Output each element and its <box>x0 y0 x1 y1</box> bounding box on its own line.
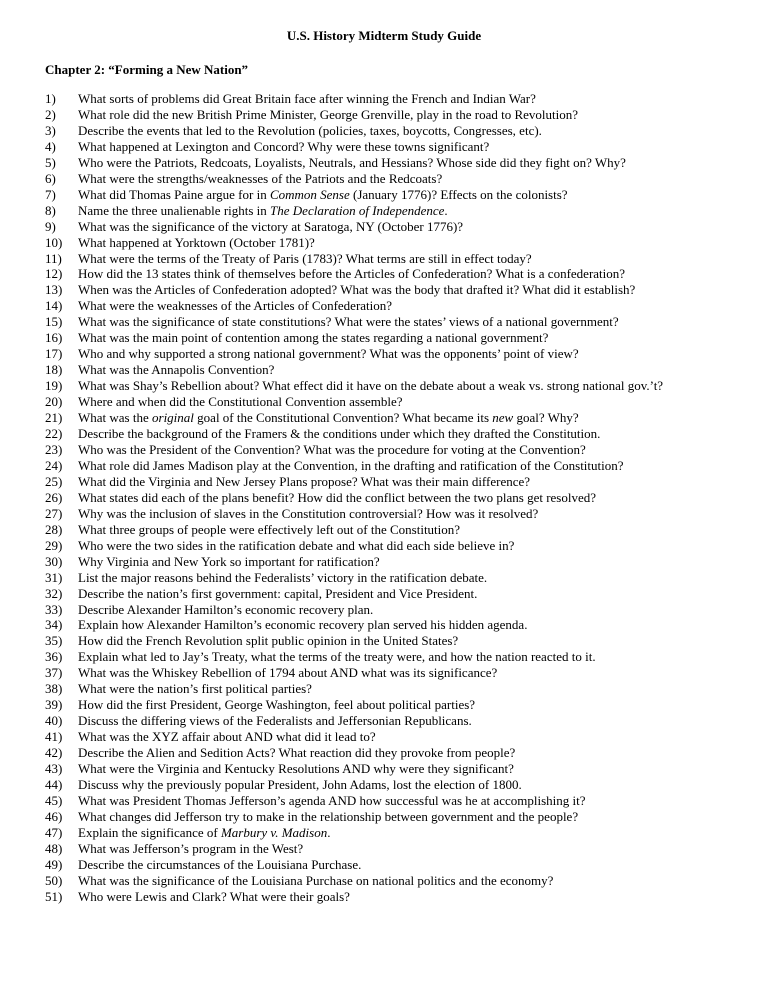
question-text: What was Jefferson’s program in the West? <box>78 840 304 856</box>
question-number: 4) <box>45 138 56 154</box>
question-item <box>45 394 768 410</box>
question-item <box>45 649 768 665</box>
question-item <box>45 745 768 761</box>
question-item <box>45 442 768 458</box>
question-text: Why Virginia and New York so important for ratification? <box>78 553 380 569</box>
question-text: What were the Virginia and Kentucky Resolutions AND why were they significant? <box>78 761 514 777</box>
question-number: 7) <box>45 186 56 202</box>
question-number: 9) <box>45 218 56 234</box>
question-text: What were the strengths/weaknesses of the Patriots and the Redcoats? <box>78 170 443 186</box>
question-item <box>45 697 768 713</box>
question-item <box>45 570 768 586</box>
question-item <box>45 713 768 729</box>
question-text: What happened at Lexington and Concord? Why were these towns significant? <box>78 138 490 154</box>
question-text: Name the three unalienable rights in The Declaration of Independence. <box>78 202 448 218</box>
question-item <box>45 506 768 522</box>
question-number: 23) <box>45 441 63 457</box>
question-item <box>45 235 768 251</box>
question-item <box>45 538 768 554</box>
question-text: What was Shay’s Rebellion about? What effect did it have on the debate about a weak vs. strong national gov.’t? <box>78 378 664 394</box>
question-number: 51) <box>45 888 63 904</box>
question-number: 33) <box>45 601 63 617</box>
question-item <box>45 522 768 538</box>
question-text: What did Thomas Paine argue for in Common Sense (January 1776)? Effects on the colonists? <box>78 186 568 202</box>
question-number: 30) <box>45 553 63 569</box>
question-item <box>45 729 768 745</box>
question-number: 46) <box>45 808 63 824</box>
question-item <box>45 841 768 857</box>
question-item <box>45 889 768 905</box>
question-number: 10) <box>45 234 63 250</box>
question-item <box>45 777 768 793</box>
question-item <box>45 426 768 442</box>
question-text: Why was the inclusion of slaves in the Constitution controversial? How was it resolved? <box>78 505 539 521</box>
question-number: 26) <box>45 489 63 505</box>
question-text: Who and why supported a strong national government? What was the opponents’ point of view? <box>78 346 579 362</box>
question-text: What were the weaknesses of the Articles of Confederation? <box>78 298 393 314</box>
question-item <box>45 298 768 314</box>
question-text: Explain what led to Jay’s Treaty, what the terms of the treaty were, and how the nation reacted to it. <box>78 649 596 665</box>
question-text: What was the main point of contention among the states regarding a national government? <box>78 330 549 346</box>
question-number: 39) <box>45 697 63 713</box>
question-text: Where and when did the Constitutional Convention assemble? <box>78 394 403 410</box>
question-text: Describe the circumstances of the Louisiana Purchase. <box>78 856 362 872</box>
question-item <box>45 490 768 506</box>
question-item <box>45 665 768 681</box>
question-item <box>45 107 768 123</box>
question-number: 6) <box>45 170 56 186</box>
question-number: 50) <box>45 872 63 888</box>
question-number: 16) <box>45 330 63 346</box>
question-number: 38) <box>45 681 63 697</box>
question-number: 49) <box>45 856 63 872</box>
question-text: What was the significance of the victory at Saratoga, NY (October 1776)? <box>78 218 464 234</box>
question-item <box>45 681 768 697</box>
question-text: What did the Virginia and New Jersey Plans propose? What was their main difference? <box>78 473 531 489</box>
question-text: How did the first President, George Washington, feel about political parties? <box>78 697 476 713</box>
question-item <box>45 155 768 171</box>
question-item <box>45 123 768 139</box>
question-item <box>45 171 768 187</box>
question-number: 13) <box>45 282 63 298</box>
question-item <box>45 602 768 618</box>
question-number: 20) <box>45 394 63 410</box>
question-number: 19) <box>45 378 63 394</box>
question-text: Discuss why the previously popular President, John Adams, lost the election of 1800. <box>78 776 522 792</box>
question-list <box>0 91 768 905</box>
question-text: What sorts of problems did Great Britain face after winning the French and Indian War? <box>78 91 536 106</box>
question-text: What changes did Jefferson try to make in the relationship between government and the people? <box>78 808 579 824</box>
question-number: 31) <box>45 569 63 585</box>
question-item <box>45 330 768 346</box>
question-number: 36) <box>45 649 63 665</box>
question-text: When was the Articles of Confederation adopted? What was the body that drafted it? What did it establish? <box>78 282 636 298</box>
question-item <box>45 633 768 649</box>
question-text: Who was the President of the Convention? What was the procedure for voting at the Convention? <box>78 441 586 457</box>
question-number: 3) <box>45 122 56 138</box>
chapter-heading: Chapter 2: “Forming a New Nation” <box>45 62 249 77</box>
question-text: What role did James Madison play at the Convention, in the drafting and ratification of the Constitution? <box>78 457 624 473</box>
question-number: 8) <box>45 202 56 218</box>
question-text: What was the significance of state constitutions? What were the states’ views of a national government? <box>78 314 619 330</box>
question-item <box>45 857 768 873</box>
question-item <box>45 809 768 825</box>
question-number: 34) <box>45 617 63 633</box>
question-number: 27) <box>45 505 63 521</box>
question-number: 25) <box>45 473 63 489</box>
question-text: How did the 13 states think of themselves before the Articles of Confederation? What is a confederation? <box>78 266 626 282</box>
question-text: Explain the significance of Marbury v. Madison. <box>78 824 331 840</box>
question-item <box>45 314 768 330</box>
question-number: 45) <box>45 792 63 808</box>
question-number: 48) <box>45 840 63 856</box>
question-number: 43) <box>45 761 63 777</box>
question-item <box>45 761 768 777</box>
question-number: 40) <box>45 713 63 729</box>
question-number: 47) <box>45 824 63 840</box>
question-text: What was the significance of the Louisiana Purchase on national politics and the economy? <box>78 872 554 888</box>
question-item <box>45 825 768 841</box>
question-item <box>45 362 768 378</box>
question-number: 11) <box>45 250 62 266</box>
question-number: 44) <box>45 776 63 792</box>
question-text: Describe the Alien and Sedition Acts? What reaction did they provoke from people? <box>78 745 516 761</box>
question-number: 21) <box>45 410 63 426</box>
question-number: 12) <box>45 266 63 282</box>
question-text: What was the original goal of the Constitutional Convention? What became its new goal? Why? <box>78 410 579 426</box>
question-item <box>45 266 768 282</box>
question-number: 2) <box>45 106 56 122</box>
question-number: 37) <box>45 665 63 681</box>
question-number: 18) <box>45 362 63 378</box>
question-item <box>45 410 768 426</box>
question-item <box>45 187 768 203</box>
question-item <box>45 251 768 267</box>
question-text: Explain how Alexander Hamilton’s economic recovery plan served his hidden agenda. <box>78 617 528 633</box>
question-text: Who were the Patriots, Redcoats, Loyalists, Neutrals, and Hessians? Whose side did they fight on? Why? <box>78 154 626 170</box>
question-item <box>45 378 768 394</box>
question-number: 15) <box>45 314 63 330</box>
question-item <box>45 91 768 107</box>
question-text: Describe the events that led to the Revolution (policies, taxes, boycotts, Congresses, etc). <box>78 122 542 138</box>
question-item <box>45 139 768 155</box>
question-number: 22) <box>45 426 63 442</box>
question-number: 17) <box>45 346 63 362</box>
question-number: 42) <box>45 745 63 761</box>
question-item <box>45 203 768 219</box>
question-text: What happened at Yorktown (October 1781)? <box>78 234 315 250</box>
question-number: 14) <box>45 298 63 314</box>
question-text: Describe the nation’s first government: capital, President and Vice President. <box>78 585 478 601</box>
question-text: Describe the background of the Framers & the conditions under which they drafted the Constitution. <box>78 426 601 442</box>
question-number: 24) <box>45 457 63 473</box>
question-text: What was the Whiskey Rebellion of 1794 about AND what was its significance? <box>78 665 498 681</box>
question-text: What were the nation’s first political parties? <box>78 681 312 697</box>
question-text: What were the terms of the Treaty of Paris (1783)? What terms are still in effect today? <box>78 250 532 266</box>
question-item <box>45 219 768 235</box>
question-text: Who were Lewis and Clark? What were their goals? <box>78 888 350 904</box>
question-number: 32) <box>45 585 63 601</box>
question-number: 29) <box>45 537 63 553</box>
question-item <box>45 554 768 570</box>
question-number: 1) <box>45 91 56 106</box>
question-item <box>45 346 768 362</box>
question-number: 41) <box>45 729 63 745</box>
question-text: What three groups of people were effectively left out of the Constitution? <box>78 521 461 537</box>
question-text: Who were the two sides in the ratification debate and what did each side believe in? <box>78 537 515 553</box>
question-text: List the major reasons behind the Federalists’ victory in the ratification debate. <box>78 569 488 585</box>
page-title: U.S. History Midterm Study Guide <box>286 28 482 43</box>
question-item <box>45 586 768 602</box>
question-text: Describe Alexander Hamilton’s economic recovery plan. <box>78 601 374 617</box>
question-number: 5) <box>45 154 56 170</box>
question-text: What was the XYZ affair about AND what did it lead to? <box>78 729 376 745</box>
question-text: How did the French Revolution split public opinion in the United States? <box>78 633 459 649</box>
question-text: What was President Thomas Jefferson’s agenda AND how successful was he at accomplishing it? <box>78 792 586 808</box>
question-number: 28) <box>45 521 63 537</box>
question-item <box>45 617 768 633</box>
question-item <box>45 282 768 298</box>
question-text: What role did the new British Prime Minister, George Grenville, play in the road to Revolution? <box>78 106 578 122</box>
question-item <box>45 458 768 474</box>
question-item <box>45 793 768 809</box>
question-text: Discuss the differing views of the Federalists and Jeffersonian Republicans. <box>78 713 472 729</box>
question-text: What was the Annapolis Convention? <box>78 362 275 378</box>
question-text: What states did each of the plans benefit? How did the conflict between the two plans get resolved? <box>78 489 597 505</box>
question-item <box>45 474 768 490</box>
question-number: 35) <box>45 633 63 649</box>
question-item <box>45 873 768 889</box>
